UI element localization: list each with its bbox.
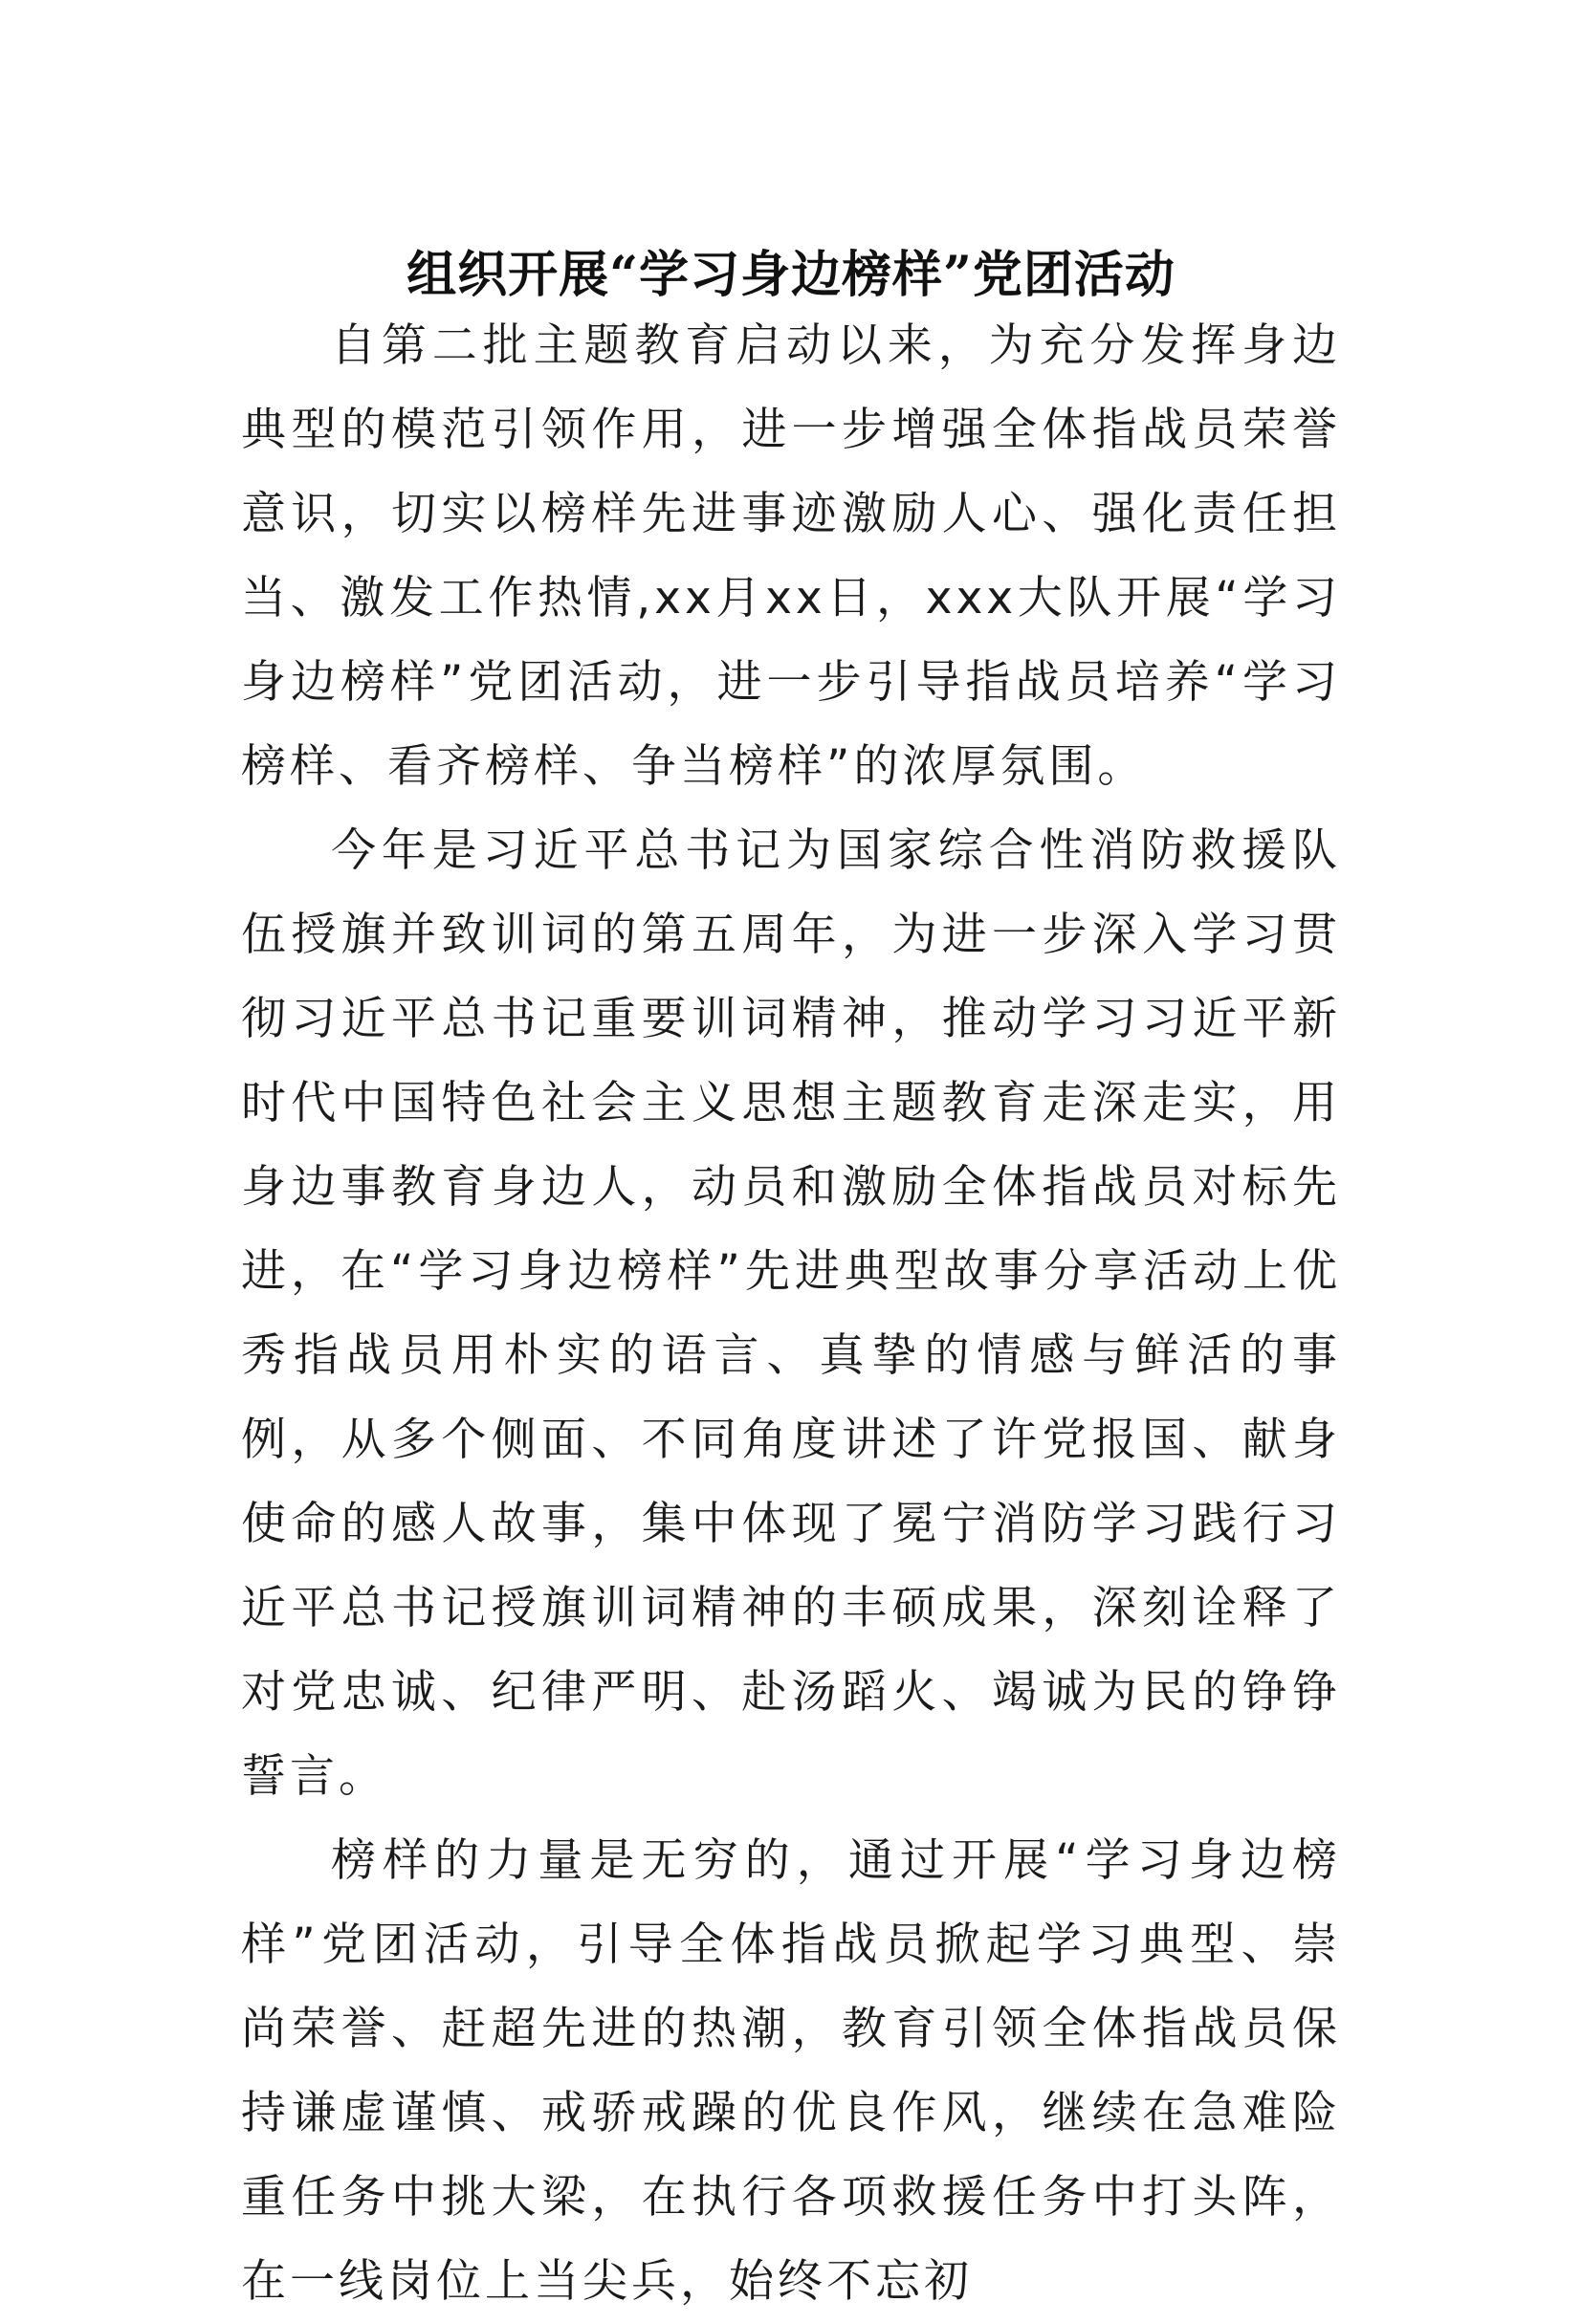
paragraph-2: 今年是习近平总书记为国家综合性消防救援队伍授旗并致训词的第五周年，为进一步深入学习贯彻习近平总书记重要训词精神，推动学习习近平新时代中国特色社会主义思想主题教育走深走实，用身边事教育身边人，动员和激励全体指战员对标先进，在“学习身边榜样”先进典型故事分享活动上优秀指战员用朴实的语言、真挚的情感与鲜活的事例，从多个侧面、不同角度讲述了许党报国、献身使命的感人故事，集中体现了冕宁消防学习践行习近平总书记授旗训词精神的丰硕成果，深刻诠释了对党忠诚、纪律严明、赴汤蹈火、竭诚为民的铮铮誓言。 (241, 824, 1341, 1803)
document-body (241, 304, 1341, 2324)
paragraph-3: 榜样的力量是无穷的，通过开展“学习身边榜样”党团活动，引导全体指战员掀起学习典型、崇尚荣誉、赶超先进的热潮，教育引领全体指战员保持谦虚谨慎、戒骄戒躁的优良作风，继续在急难险重任务中挑大梁，在执行各项救援任务中打头阵，在一线岗位上当尖兵，始终不忘初 (241, 1834, 1341, 2308)
paragraph-1: 自第二批主题教育启动以来，为充分发挥身边典型的模范引领作用，进一步增强全体指战员荣誉意识，切实以榜样先进事迹激励人心、强化责任担当、激发工作热情,xx月xx日，xxx大队开展“学习身边榜样”党团活动，进一步引导指战员培养“学习榜样、看齐榜样、争当榜样”的浓厚氛围。 (241, 319, 1341, 793)
document-title: 组织开展“学习身边榜样”党团活动 (406, 245, 1176, 304)
